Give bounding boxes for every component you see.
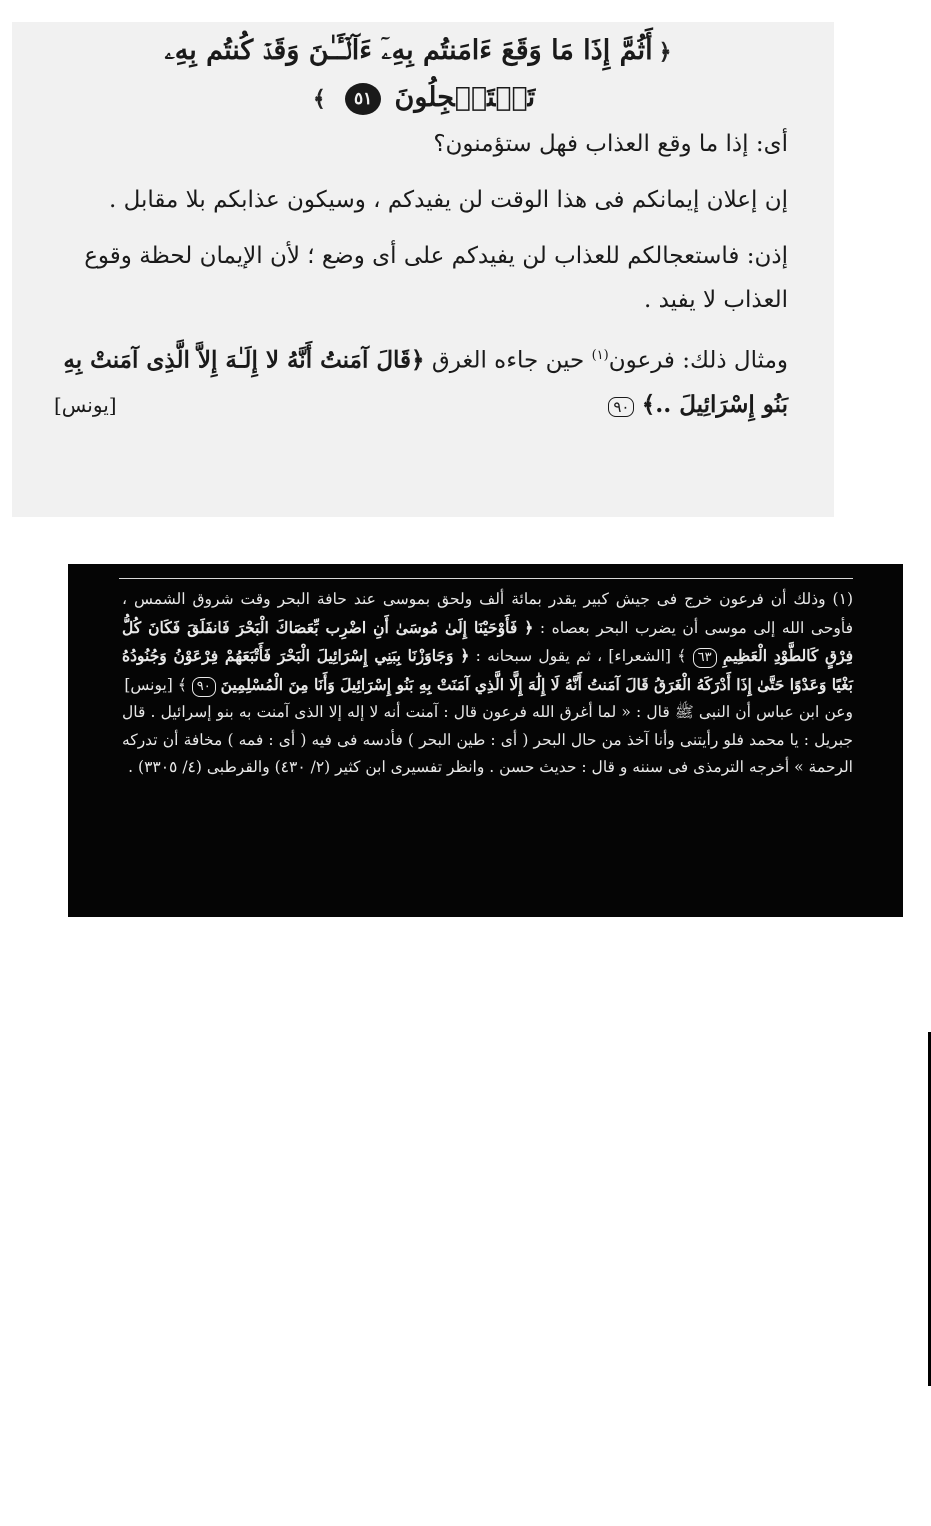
footnote-ref-2: ﴾ [يونس] [124, 675, 187, 694]
example-paragraph [54, 334, 788, 427]
verse-text-2: تَسۡتَعۡجِلُونَ [394, 82, 536, 113]
footnote-paragraph-2: وعن ابن عباس أن النبى ﷺ قال : « لما أغرق الله فرعون قال : آمنت أنه لا إله إلا الذى آمنت به بنو إسرائيل . قال جبريل : يا محمد فلو رأيتنى وأنا آخذ من حال البحر ( أى : طين البحر ) فأدسه فى فيه ( أى : فمه ) مخافة أن تدركه الرحمة » أخرجه الترمذى فى سننه و قال : حديث حسن . وانظر تفسيرى ابن كثير (٢/ ٤٣٠) والقرطبى (٤/ ٣٣٠٥) . [122, 703, 853, 776]
footnote-mark[interactable]: (١) [591, 348, 609, 363]
verse-open-ornament-icon: ﴿ [658, 39, 672, 65]
footnote-ayah-number-2: ٩٠ [192, 677, 216, 697]
verse-text-1: أَثُمَّ إِذَا مَا وَقَعَ ءَامَنتُم بِهِۦٓ ءَآلۡـَٔـٰنَ وَقَدۡ كُنتُم بِهِۦ [164, 35, 653, 66]
paragraph-3: إذن: فاستعجالكم للعذاب لن يفيدكم على أى وضع ؛ لأن الإيمان لحظة وقوع العذاب لا يفيد . [84, 243, 788, 313]
footnote-quote-2: ﴿ وَجَاوَزْنَا بِبَنِي إِسْرَائِيلَ الْبَحْرَ فَأَتْبَعَهُمْ فِرْعَوْنُ وَجُنُودُهُ بَغْيًا وَعَدْوًا حَتَّىٰ إِذَا أَدْرَكَهُ الْغَرَقُ قَالَ آمَنتُ أَنَّهُ لَا إِلَٰهَ إِلَّا الَّذِي آمَنَتْ بِهِ بَنُو إِسْرَائِيلَ وَأَنَا مِنَ الْمُسْلِمِينَ [122, 646, 853, 694]
main-content [54, 28, 788, 427]
footnote-ayah-number-1: ٦٣ [693, 648, 717, 668]
verse-line-1 [54, 28, 788, 75]
footnote-paragraph-1 [122, 586, 853, 699]
example-intro: ومثال ذلك: فرعون [608, 347, 788, 374]
footnote-text-1a: (١) وذلك أن فرعون خرج فى جيش كبير يقدر بمائة ألف ولحق بموسى عند حافة البحر وقت شروق الشمس ، فأوحى الله إلى موسى أن يضرب البحر بعصاه : [122, 590, 853, 637]
footnote-divider [119, 578, 853, 579]
verse-close-ornament-icon: ﴾ [312, 86, 326, 112]
example-ayah-number: ٩٠ [608, 397, 634, 417]
ayah-number-badge: ٥١ [345, 83, 381, 115]
quran-verse [54, 28, 788, 122]
paragraph-2: إن إعلان إيمانكم فى هذا الوقت لن يفيدكم ، وسيكون عذابكم بلا مقابل . [108, 187, 788, 213]
example-after-mark: حين جاءه الغرق [431, 347, 585, 374]
footnote-ref-1: ﴾ [الشعراء] ، [597, 647, 687, 665]
surah-reference: [يونس] [54, 392, 117, 417]
footnote-text-1b: ثم يقول سبحانه : [475, 647, 591, 665]
footnote-quote-1: ﴿ فَأَوْحَيْنَا إِلَىٰ مُوسَىٰ أَنِ اضْرِب بِّعَصَاكَ الْبَحْرَ فَانفَلَقَ فَكَانَ كُلُّ فِرْقٍ كَالطَّوْدِ الْعَظِيمِ [122, 617, 854, 665]
paragraph-1: أى: إذا ما وقع العذاب فهل ستؤمنون؟ [433, 131, 788, 157]
verse-line-2 [54, 75, 788, 122]
footnote-box [68, 564, 903, 917]
example-quote: ﴿قَالَ آمَنتُ أَنَّهُ لا إِلَـٰهَ إِلاَّ الَّذِى آمَنتْ بِهِ بَنُو إِسْرَائِيلَ ..﴾ [63, 346, 788, 418]
tafsir-page [12, 22, 834, 517]
